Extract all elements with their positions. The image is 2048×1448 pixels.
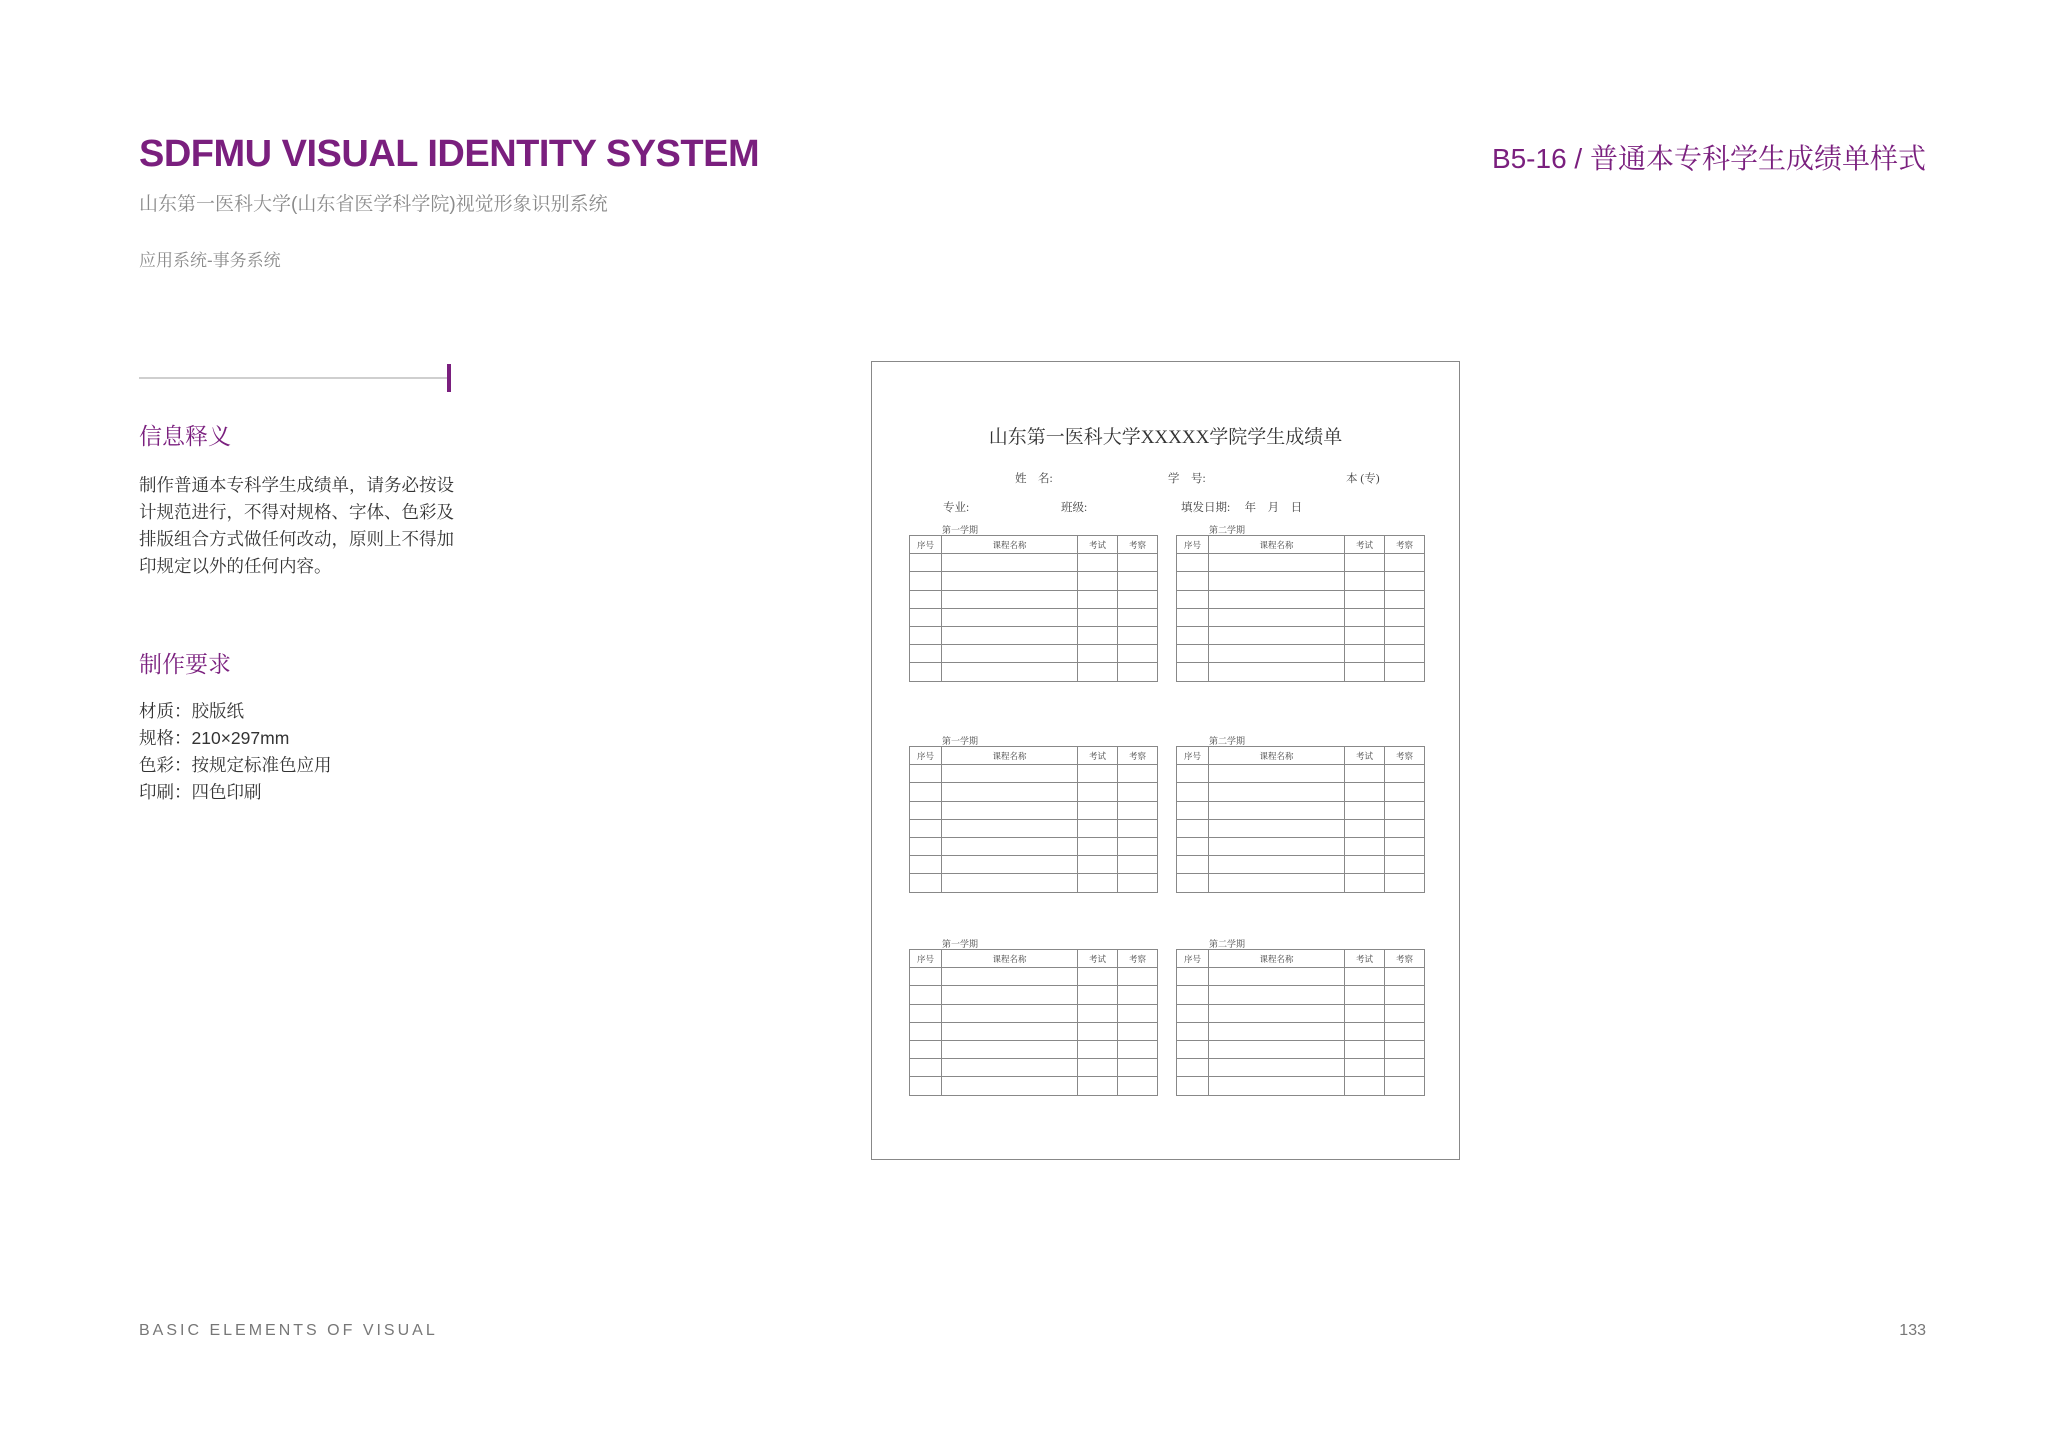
table-row: [910, 645, 1158, 663]
table-cell: [1078, 572, 1118, 590]
table-cell: [1209, 1004, 1345, 1022]
table-cell: [1345, 1022, 1385, 1040]
table-cell: [910, 801, 942, 819]
table-row: [910, 874, 1158, 892]
table-cell: [1345, 1077, 1385, 1095]
table-cell: [1118, 1022, 1158, 1040]
table-cell: [1177, 590, 1209, 608]
table-cell: [1385, 968, 1425, 986]
table-cell: [1209, 1077, 1345, 1095]
table-cell: [1385, 645, 1425, 663]
grade-table: [909, 949, 1158, 1096]
table-cell: [1345, 572, 1385, 590]
major-field-label: 专业:: [943, 502, 970, 514]
table-cell: [910, 819, 942, 837]
table-cell: [1345, 1040, 1385, 1058]
column-header: 序号: [1177, 747, 1209, 765]
table-cell: [1209, 986, 1345, 1004]
column-header: 序号: [910, 536, 942, 554]
divider-line: [139, 377, 449, 379]
table-row: [1177, 856, 1425, 874]
table-cell: [1385, 986, 1425, 1004]
requirement-item: 规格：210×297mm: [139, 728, 290, 748]
info-line: 排版组合方式做任何改动，原则上不得加: [139, 529, 454, 549]
table-cell: [1177, 608, 1209, 626]
table-cell: [1345, 968, 1385, 986]
table-row: [910, 765, 1158, 783]
table-cell: [910, 590, 942, 608]
table-cell: [1078, 1022, 1118, 1040]
table-cell: [1209, 1040, 1345, 1058]
info-paragraph: [139, 472, 459, 580]
page-number: 133: [1899, 1322, 1926, 1339]
table-header-row: [910, 536, 1158, 554]
table-cell: [1345, 590, 1385, 608]
page-code-title: B5-16 / 普通本专科学生成绩单样式: [1491, 143, 1926, 174]
table-cell: [1385, 572, 1425, 590]
table-row: [910, 856, 1158, 874]
table-row: [910, 1059, 1158, 1077]
table-cell: [942, 608, 1078, 626]
column-header: 课程名称: [1209, 536, 1345, 554]
table-cell: [1385, 819, 1425, 837]
table-cell: [942, 986, 1078, 1004]
table-cell: [1345, 783, 1385, 801]
requirements-heading: 制作要求: [139, 651, 231, 677]
column-header: 课程名称: [942, 747, 1078, 765]
table-cell: [1209, 801, 1345, 819]
table-cell: [1118, 819, 1158, 837]
table-cell: [910, 783, 942, 801]
semester-label: 第一学期: [942, 736, 979, 746]
table-cell: [1078, 645, 1118, 663]
table-cell: [1385, 1004, 1425, 1022]
table-cell: [942, 1022, 1078, 1040]
table-cell: [1345, 1059, 1385, 1077]
table-cell: [942, 856, 1078, 874]
semester-label: 第二学期: [1209, 939, 1246, 949]
table-cell: [942, 819, 1078, 837]
grade-table: [909, 746, 1158, 893]
table-cell: [1209, 968, 1345, 986]
table-row: [1177, 1040, 1425, 1058]
table-row: [1177, 783, 1425, 801]
table-cell: [1177, 968, 1209, 986]
table-cell: [942, 590, 1078, 608]
table-cell: [1078, 1040, 1118, 1058]
table-cell: [1118, 1059, 1158, 1077]
table-cell: [1118, 554, 1158, 572]
table-row: [1177, 1059, 1425, 1077]
column-header: 考试: [1078, 747, 1118, 765]
table-cell: [1177, 1004, 1209, 1022]
table-cell: [1078, 968, 1118, 986]
table-cell: [1118, 590, 1158, 608]
table-cell: [1078, 783, 1118, 801]
table-cell: [1078, 608, 1118, 626]
table-cell: [1177, 801, 1209, 819]
table-cell: [1118, 572, 1158, 590]
column-header: 考试: [1345, 950, 1385, 968]
table-row: [1177, 986, 1425, 1004]
table-row: [1177, 1077, 1425, 1095]
table-cell: [910, 1077, 942, 1095]
table-cell: [1345, 856, 1385, 874]
table-cell: [942, 1059, 1078, 1077]
table-cell: [1078, 765, 1118, 783]
table-cell: [1345, 663, 1385, 681]
table-row: [910, 626, 1158, 644]
table-cell: [1177, 1077, 1209, 1095]
column-header: 序号: [910, 950, 942, 968]
table-cell: [1209, 590, 1345, 608]
grade-table: [1176, 746, 1425, 893]
table-cell: [1385, 663, 1425, 681]
table-cell: [1345, 801, 1385, 819]
table-cell: [1385, 783, 1425, 801]
table-cell: [1385, 765, 1425, 783]
table-row: [1177, 968, 1425, 986]
table-cell: [942, 554, 1078, 572]
table-row: [910, 1004, 1158, 1022]
degree-field-label: 本 (专): [1346, 473, 1380, 485]
divider-accent-mark: [447, 364, 451, 392]
table-row: [910, 801, 1158, 819]
table-row: [910, 663, 1158, 681]
requirement-item: 色彩：按规定标准色应用: [139, 755, 332, 775]
table-cell: [1118, 765, 1158, 783]
table-cell: [1385, 608, 1425, 626]
info-line: 制作普通本专科学生成绩单，请务必按设: [139, 475, 454, 495]
table-cell: [910, 1004, 942, 1022]
table-cell: [1118, 1077, 1158, 1095]
table-cell: [1177, 663, 1209, 681]
table-cell: [1385, 590, 1425, 608]
semester-label: 第二学期: [1209, 525, 1246, 535]
name-field-label: 姓 名:: [1015, 473, 1053, 485]
table-cell: [1177, 856, 1209, 874]
table-cell: [1345, 626, 1385, 644]
table-row: [910, 819, 1158, 837]
table-row: [910, 554, 1158, 572]
table-cell: [1385, 856, 1425, 874]
table-cell: [910, 1022, 942, 1040]
table-cell: [910, 837, 942, 855]
table-cell: [1385, 1040, 1425, 1058]
table-cell: [1385, 1077, 1425, 1095]
table-cell: [1078, 1077, 1118, 1095]
table-cell: [1209, 856, 1345, 874]
column-header: 考试: [1345, 536, 1385, 554]
table-cell: [1177, 1059, 1209, 1077]
table-cell: [1209, 874, 1345, 892]
table-row: [910, 837, 1158, 855]
column-header: 考察: [1118, 536, 1158, 554]
table-header-row: [1177, 747, 1425, 765]
column-header: 序号: [910, 747, 942, 765]
column-header: 课程名称: [942, 536, 1078, 554]
table-cell: [1209, 645, 1345, 663]
table-cell: [1385, 1059, 1425, 1077]
table-cell: [1177, 1040, 1209, 1058]
table-cell: [910, 1040, 942, 1058]
table-cell: [942, 1077, 1078, 1095]
column-header: 考试: [1078, 536, 1118, 554]
table-cell: [1118, 968, 1158, 986]
column-header: 考察: [1118, 747, 1158, 765]
table-cell: [1385, 837, 1425, 855]
table-cell: [1209, 608, 1345, 626]
table-cell: [1345, 986, 1385, 1004]
table-cell: [910, 856, 942, 874]
requirement-item: 印刷：四色印刷: [139, 782, 262, 802]
transcript-sheet: [871, 361, 1460, 1160]
table-row: [1177, 645, 1425, 663]
table-cell: [1345, 874, 1385, 892]
table-cell: [1118, 663, 1158, 681]
table-cell: [1078, 590, 1118, 608]
table-cell: [1078, 874, 1118, 892]
table-row: [1177, 765, 1425, 783]
table-row: [1177, 608, 1425, 626]
table-cell: [1209, 765, 1345, 783]
table-row: [910, 572, 1158, 590]
table-cell: [910, 968, 942, 986]
requirements-list: [139, 698, 332, 806]
semester-label: 第一学期: [942, 939, 979, 949]
table-cell: [1385, 626, 1425, 644]
table-cell: [1177, 874, 1209, 892]
table-cell: [1118, 645, 1158, 663]
table-cell: [1078, 856, 1118, 874]
table-cell: [910, 765, 942, 783]
table-cell: [942, 968, 1078, 986]
table-cell: [942, 626, 1078, 644]
table-cell: [1177, 837, 1209, 855]
table-cell: [1345, 819, 1385, 837]
table-header-row: [910, 950, 1158, 968]
table-row: [910, 968, 1158, 986]
table-row: [1177, 663, 1425, 681]
table-cell: [1078, 626, 1118, 644]
table-cell: [1209, 1059, 1345, 1077]
table-cell: [1177, 626, 1209, 644]
table-cell: [1209, 783, 1345, 801]
category-label: 应用系统-事务系统: [139, 251, 281, 270]
table-cell: [1118, 626, 1158, 644]
table-cell: [1118, 874, 1158, 892]
column-header: 课程名称: [942, 950, 1078, 968]
table-cell: [1345, 554, 1385, 572]
column-header: 考察: [1118, 950, 1158, 968]
table-cell: [910, 986, 942, 1004]
table-row: [1177, 572, 1425, 590]
table-cell: [942, 837, 1078, 855]
table-cell: [1385, 874, 1425, 892]
table-cell: [1385, 1022, 1425, 1040]
table-cell: [910, 1059, 942, 1077]
table-cell: [1118, 1040, 1158, 1058]
table-cell: [942, 1040, 1078, 1058]
table-cell: [1177, 572, 1209, 590]
info-line: 计规范进行，不得对规格、字体、色彩及: [139, 502, 454, 522]
table-cell: [1118, 837, 1158, 855]
table-cell: [942, 1004, 1078, 1022]
table-cell: [910, 554, 942, 572]
table-row: [1177, 1004, 1425, 1022]
table-cell: [942, 801, 1078, 819]
column-header: 课程名称: [1209, 747, 1345, 765]
table-cell: [1385, 801, 1425, 819]
table-cell: [1078, 819, 1118, 837]
table-cell: [1209, 1022, 1345, 1040]
table-cell: [1209, 663, 1345, 681]
table-row: [910, 1040, 1158, 1058]
table-row: [910, 1077, 1158, 1095]
table-cell: [1345, 608, 1385, 626]
table-row: [910, 783, 1158, 801]
table-row: [1177, 626, 1425, 644]
table-cell: [1078, 1059, 1118, 1077]
table-row: [910, 590, 1158, 608]
column-header: 课程名称: [1209, 950, 1345, 968]
page-title: SDFMU VISUAL IDENTITY SYSTEM: [139, 133, 760, 175]
table-cell: [1118, 608, 1158, 626]
column-header: 考察: [1385, 536, 1425, 554]
table-cell: [1345, 645, 1385, 663]
table-cell: [1209, 837, 1345, 855]
page-subtitle: 山东第一医科大学(山东省医学科学院)视觉形象识别系统: [139, 194, 608, 215]
column-header: 考试: [1345, 747, 1385, 765]
student-id-field-label: 学 号:: [1168, 473, 1206, 485]
table-row: [1177, 819, 1425, 837]
footer-label: BASIC ELEMENTS OF VISUAL: [139, 1322, 438, 1339]
column-header: 考试: [1078, 950, 1118, 968]
table-cell: [1078, 554, 1118, 572]
table-cell: [910, 608, 942, 626]
table-cell: [1118, 783, 1158, 801]
table-cell: [1345, 837, 1385, 855]
table-cell: [942, 572, 1078, 590]
table-row: [1177, 1022, 1425, 1040]
table-cell: [942, 645, 1078, 663]
issue-date-field-label: 填发日期: 年 月 日: [1181, 502, 1303, 514]
table-cell: [1385, 554, 1425, 572]
table-cell: [1118, 856, 1158, 874]
table-cell: [1345, 1004, 1385, 1022]
table-cell: [1345, 765, 1385, 783]
table-cell: [1177, 554, 1209, 572]
sheet-title: 山东第一医科大学XXXXX学院学生成绩单: [988, 427, 1343, 448]
table-cell: [910, 874, 942, 892]
table-cell: [1118, 1004, 1158, 1022]
column-header: 序号: [1177, 950, 1209, 968]
table-cell: [942, 663, 1078, 681]
table-cell: [1209, 554, 1345, 572]
table-cell: [1177, 986, 1209, 1004]
table-cell: [1078, 837, 1118, 855]
table-cell: [1118, 986, 1158, 1004]
table-row: [910, 986, 1158, 1004]
table-cell: [1078, 801, 1118, 819]
info-line: 印规定以外的任何内容。: [139, 556, 332, 576]
table-cell: [1177, 783, 1209, 801]
table-cell: [1177, 765, 1209, 783]
table-row: [1177, 590, 1425, 608]
grade-table: [909, 535, 1158, 682]
table-row: [1177, 837, 1425, 855]
table-cell: [910, 572, 942, 590]
grade-table: [1176, 949, 1425, 1096]
table-cell: [910, 663, 942, 681]
column-header: 序号: [1177, 536, 1209, 554]
table-cell: [1078, 663, 1118, 681]
table-cell: [910, 626, 942, 644]
table-row: [1177, 554, 1425, 572]
table-cell: [1177, 645, 1209, 663]
table-header-row: [1177, 536, 1425, 554]
table-header-row: [1177, 950, 1425, 968]
table-cell: [1209, 626, 1345, 644]
semester-label: 第二学期: [1209, 736, 1246, 746]
table-cell: [1078, 1004, 1118, 1022]
table-row: [910, 608, 1158, 626]
table-row: [1177, 874, 1425, 892]
table-cell: [1078, 986, 1118, 1004]
column-header: 考察: [1385, 950, 1425, 968]
table-row: [910, 1022, 1158, 1040]
semester-label: 第一学期: [942, 525, 979, 535]
table-cell: [1209, 572, 1345, 590]
grade-table: [1176, 535, 1425, 682]
table-cell: [942, 765, 1078, 783]
table-header-row: [910, 747, 1158, 765]
table-cell: [1177, 819, 1209, 837]
table-cell: [1118, 801, 1158, 819]
table-cell: [910, 645, 942, 663]
requirement-item: 材质：胶版纸: [139, 701, 244, 721]
table-cell: [1177, 1022, 1209, 1040]
table-cell: [942, 874, 1078, 892]
column-header: 考察: [1385, 747, 1425, 765]
table-cell: [1209, 819, 1345, 837]
class-field-label: 班级:: [1061, 502, 1088, 514]
info-heading: 信息释义: [139, 423, 231, 449]
table-row: [1177, 801, 1425, 819]
table-cell: [942, 783, 1078, 801]
